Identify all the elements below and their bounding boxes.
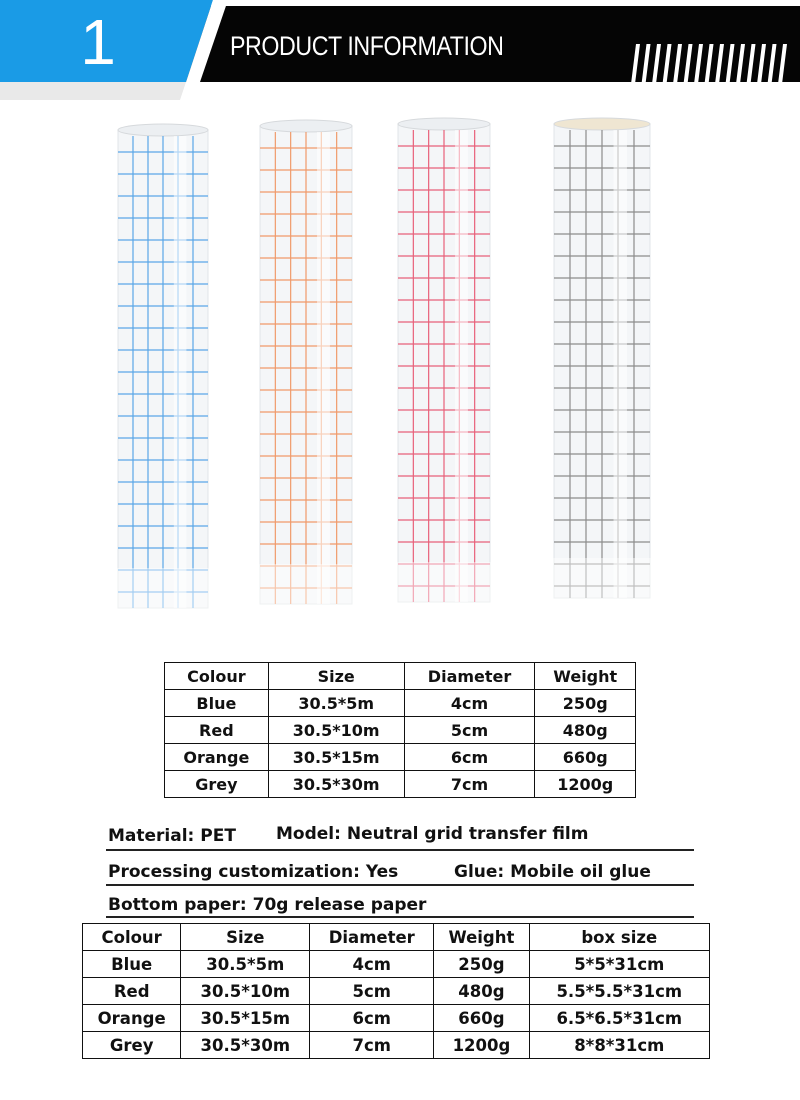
table-row [165,717,636,744]
cell-colour: Grey [165,771,269,798]
header-colour: Colour [165,663,269,690]
cell-diameter: 6cm [404,744,535,771]
divider [106,916,694,918]
roll-orange [258,120,354,606]
cell-weight: 480g [535,717,636,744]
header-diameter: Diameter [310,924,434,951]
stripe [672,44,682,92]
cell-diameter: 7cm [404,771,535,798]
table-row [83,1005,710,1032]
header-size: Size [268,663,404,690]
product-photo [100,110,700,640]
cell-diameter: 6cm [310,1005,434,1032]
cell-diameter: 5cm [404,717,535,744]
section-number: 1 [80,6,116,78]
stripe [651,44,661,92]
cell-size: 30.5*15m [268,744,404,771]
cell-diameter: 5cm [310,978,434,1005]
roll-blue [116,124,210,610]
cell-size: 30.5*15m [181,1005,310,1032]
cell-weight: 250g [434,951,529,978]
stripe [693,44,703,92]
cell-weight: 660g [535,744,636,771]
cell-diameter: 4cm [310,951,434,978]
stripes-decoration-icon [622,44,792,92]
cell-size: 30.5*5m [268,690,404,717]
stripe [725,44,735,92]
cell-colour: Grey [83,1032,181,1059]
table-row [83,978,710,1005]
spec-bottom-paper: Bottom paper: 70g release paper [108,895,427,915]
spec-material: Material: PET [108,826,236,846]
header-weight: Weight [535,663,636,690]
cell-colour: Orange [165,744,269,771]
cell-colour: Red [83,978,181,1005]
cell-weight: 660g [434,1005,529,1032]
header-size: Size [181,924,310,951]
stripe [746,44,756,92]
cell-colour: Blue [165,690,269,717]
table-row [165,744,636,771]
table-header-row [83,924,710,951]
cell-box-size: 8*8*31cm [529,1032,709,1059]
cell-weight: 250g [535,690,636,717]
cell-diameter: 4cm [404,690,535,717]
header-weight: Weight [434,924,529,951]
table-row [83,951,710,978]
cell-colour: Blue [83,951,181,978]
cell-size: 30.5*5m [181,951,310,978]
cell-size: 30.5*30m [268,771,404,798]
cell-weight: 1200g [535,771,636,798]
stripe [704,44,714,92]
stripe [735,44,745,92]
spec-processing: Processing customization: Yes [108,862,399,882]
table-row [165,771,636,798]
cell-weight: 1200g [434,1032,529,1059]
table-row [165,690,636,717]
header-diameter: Diameter [404,663,535,690]
cell-box-size: 5.5*5.5*31cm [529,978,709,1005]
stripe [662,44,672,92]
cell-weight: 480g [434,978,529,1005]
banner-title: PRODUCT INFORMATION [230,31,504,61]
header-colour: Colour [83,924,181,951]
spec-table-top [164,662,636,798]
stripe [767,44,777,92]
cell-size: 30.5*10m [181,978,310,1005]
cell-diameter: 7cm [310,1032,434,1059]
stripe [756,44,766,92]
spec-table-bottom [82,923,710,1059]
table-row [83,1032,710,1059]
stripe [777,44,787,92]
cell-colour: Red [165,717,269,744]
cell-box-size: 6.5*6.5*31cm [529,1005,709,1032]
cell-box-size: 5*5*31cm [529,951,709,978]
table-header-row [165,663,636,690]
header-box-size: box size [529,924,709,951]
stripe [683,44,693,92]
roll-red [396,118,492,604]
cell-size: 30.5*30m [181,1032,310,1059]
roll-grey [552,118,652,600]
cell-size: 30.5*10m [268,717,404,744]
stripe [641,44,651,92]
stripe [630,44,640,92]
stripe [714,44,724,92]
header-banner [0,0,800,100]
spec-glue: Glue: Mobile oil glue [454,862,651,882]
divider [106,884,694,886]
cell-colour: Orange [83,1005,181,1032]
spec-model: Model: Neutral grid transfer film [276,824,589,844]
divider [106,849,694,851]
